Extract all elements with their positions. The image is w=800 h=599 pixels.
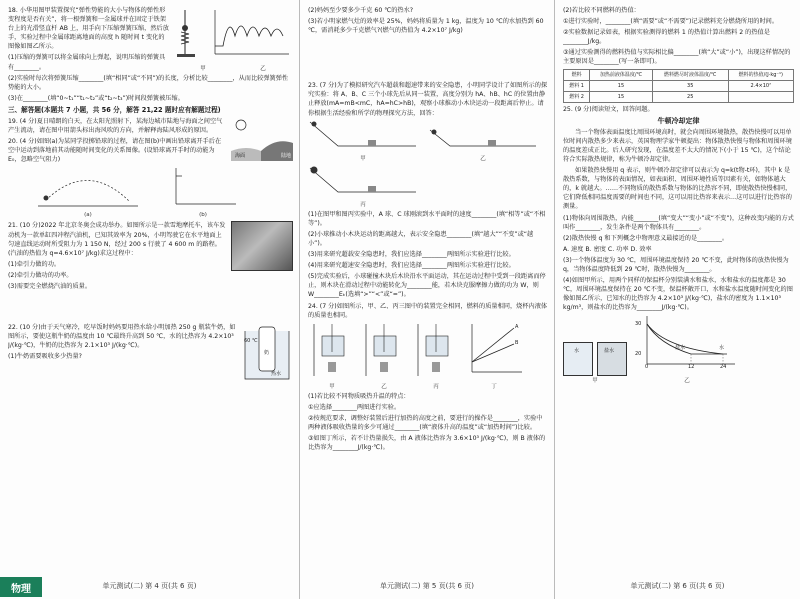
figure-24c-svg: [412, 322, 460, 378]
table-cell: [728, 91, 793, 102]
question-19-text: 19. (4 分)夏日晴朗的白天，在太阳光照射下，某海边城市陆地与海面之间空气产生流动，请在图中用箭头标出海风吹的方向，并解释海陆风形成的原因。: [8, 117, 223, 135]
figure-22-hot-water: 热水: [271, 370, 282, 377]
figure-25b-y1: 20: [635, 351, 642, 358]
figure-19-land-label: 陆地: [280, 152, 291, 159]
page-5-column: [308, 6, 548, 573]
figure-25b-y0: 30: [635, 321, 642, 328]
subject-tab: 物理: [0, 577, 42, 597]
figure-24d-caption: 丁: [491, 383, 497, 390]
question-22-part-1: (1)牛奶需要吸收多少热量?: [8, 353, 82, 361]
article-title: 牛顿冷却定律: [657, 116, 700, 125]
figure-23a-svg: [308, 120, 418, 150]
question-24-part-1b: ②按规范要求，调整好装置后进行加热的高度之前，要进行的操作是________，实验中两种液体吸收热量的多少可通过________(填“液体升高的温度”或“加热时间”)比较。: [308, 414, 543, 431]
question-23-part-4: (4)用来研究超速安全隐患时，我们应选择________两图所示实验进行比较。: [308, 262, 515, 270]
question-25-part-4: (4)如图甲所示，用两个同样的保温杯分别装满水和盐水，水和盐水的温度都是 30 ℃，周围环境温度保持在 20 ℃不变，保温杯敞开口，水和盐水温度随时间变化的图像如图乙所示，已知水的比热容为 4.2×10³ J/(kg·℃)，盐水的密度为 1.1×10³ kg/m³，则盐水的比热容为________J/(kg·℃)。: [563, 277, 793, 312]
table-cell: 燃料 1: [564, 80, 590, 91]
figure-25: [563, 314, 794, 384]
figure-25a-caption: 甲: [592, 378, 598, 385]
snowmobile-photo: [231, 221, 293, 271]
page-4-column: [8, 6, 293, 573]
page-6-column: [563, 6, 794, 573]
question-25-part-3: (3)一个物体温度为 30 ℃，周围环境温度保持 20 ℃不变，此时物体的放热快慢为 q，当物体温度降低到 29 ℃时，散热快慢为________。: [563, 256, 789, 273]
table-row: [564, 91, 794, 102]
question-24-part-1: (1)若比较不同物质吸热升温的特点：: [308, 392, 410, 400]
figure-24a-caption: 甲: [329, 383, 335, 390]
question-25: 25. (9 分)阅读短文，回答问题。: [563, 105, 654, 113]
figure-24d-line-b: B: [515, 339, 519, 346]
table-cell: 15: [590, 91, 653, 102]
fuel-table-header: [564, 69, 794, 80]
figure-25b-line-water: 水: [719, 345, 725, 352]
figure-18: [173, 6, 293, 73]
figure-23b-svg: [428, 120, 538, 150]
question-25-part-2: (2)散热快慢 q 和下列概念中物理意义最接近的是________。: [563, 234, 729, 242]
figure-20a-svg: [38, 166, 138, 208]
page-6: [555, 0, 800, 599]
page-4-footer: 单元测试(二) 第 4 页(共 6 页): [102, 582, 197, 590]
fuel-table: [563, 69, 794, 103]
question-24-part-2c: ③通过实验测得的燃料热值与实际相比偏________(填“大”或“小”)，出现这样情况的主要原因是________(写一条即可)。: [563, 49, 791, 66]
question-24: 24. (7 分)如图所示，甲、乙、丙三图中的装置完全相同，燃料的质量相同，烧杯内液体的质量也相同。: [308, 302, 548, 319]
cup-salt-water: [597, 342, 627, 376]
question-23-part-3: (3)用来研究超载安全隐患时，我们应选择________两图所示实验进行比较。: [308, 251, 515, 259]
figure-19: [231, 117, 293, 161]
fuel-table-header-cell: 燃料的热值/(J·kg⁻¹): [728, 69, 793, 80]
figure-23b-caption: 乙: [480, 155, 486, 162]
table-cell: 35: [652, 80, 728, 91]
figure-22: [241, 323, 293, 381]
figure-24b-caption: 乙: [381, 383, 387, 390]
figure-18-svg: [173, 6, 293, 62]
article-paragraph-1: 当一个物体表面温度比周围环境高时，就会向周围环境散热，散热快慢可以用单位时间内散热多少来表示，英国物理学家牛顿提出：物体散热快慢与物体和周围环境的温度差成正比。后人研究发现，在温度差不太大的情况下(小于 15 ℃)，这个结论符合实际散热规律，称为牛顿冷却定律。: [563, 128, 792, 163]
figure-23a-caption: 甲: [360, 155, 366, 162]
table-row: [564, 80, 794, 91]
question-20: 20. (4 分)如图(a)为某同学投掷铅球的过程，请在图(b)中画出铅球离开手后在空中运动到落地前其动能随时间变化的关系图像。(设铅球离开手时的动能为 E₀，忽略空气阻力): [8, 138, 222, 164]
figure-23c-svg: [308, 166, 418, 196]
figure-25b-line-salt: 盐水: [675, 345, 686, 352]
figure-25b-xtick-1: 12: [688, 364, 695, 371]
figure-24d-chart: [464, 322, 524, 378]
figure-18-caption-a: 甲: [200, 66, 206, 73]
page-4: [0, 0, 300, 599]
page-5-footer: 单元测试(二) 第 5 页(共 6 页): [380, 582, 474, 590]
fuel-table-header-cell: 加热前液体温度/℃: [590, 69, 653, 80]
cup-water: [563, 342, 593, 376]
cup-water-label: 水: [574, 348, 580, 355]
question-21-text: 21. (10 分)2022 年北京冬奥会成功举办。如图所示是一款雪地摩托车，该车发动机为一款单缸四冲程汽油机，已知其效率为 20%，小明驾驶它在水平地面上匀速直线运动时所受阻力为 1 150 N，经过 200 s 行驶了 4 600 m 的路程。(汽油的热值为 q=4.6×10⁷ J/kg)求这过程中：: [8, 222, 226, 257]
fuel-table-header-cell: 燃料燃尽时液体温度/℃: [652, 69, 728, 80]
question-22-text: 22. (10 分)由于天气寒冷，吃早饭时妈妈要用热水给小明加热 250 g 瓶装牛奶，如图所示，要使这瓶牛奶的温度由 10 ℃最终升高到 50 ℃，水的比热容为 4.2×10³ J/(kg·℃)，牛奶的比热容为 2.1×10³ J/(kg·℃)。: [8, 324, 236, 350]
figure-19-sea-label: 海面: [235, 152, 246, 159]
figure-22-temperature: 60 ℃: [244, 338, 258, 345]
question-25-part-1: (1)物体向周围散热，内能________(填“变大”“变小”或“不变”)，这种改变内能的方式叫作________，发生条件是两个物体具有________。: [563, 214, 794, 231]
figure-25b-xtick-2: 24: [720, 364, 727, 371]
question-18-part-2: (2)实验时每次将弹簧压缩________(填“相同”或“不同”)的长度，分析比较________，从而比较弹簧弹性势能的大小。: [8, 74, 289, 91]
figure-24c-caption: 丙: [433, 383, 439, 390]
figure-18-caption-b: 乙: [260, 66, 266, 73]
figure-24d-line-a: A: [515, 323, 519, 330]
question-25-options: A. 速度 B. 密度 C. 功率 D. 效率: [563, 245, 652, 253]
question-18-text: 18. 小华用图甲装置探究“弹性势能的大小与物体的弹性形变程度是否有关”，将一根弹簧和一金属球并在固定于铁架台上的光滑竖直杆 AB 上，用手向下压缩弹簧压缩，然后放手，实验过程中金属球距离地面的高度 h 随时间 t 变化的图像如图乙所示。: [8, 7, 169, 51]
cup-salt-water-label: 盐水: [604, 348, 615, 355]
question-23-part-2: (2)小球推动小木块运动的距离越大，表示安全隐患________(填“越大”“不变”或“越小”)。: [308, 230, 534, 247]
question-24-part-2a: ①进行实验时，________(填“需要”或“不需要”)记录燃料充分燃烧所用的时间。: [563, 18, 779, 26]
question-21-part-3: (3)需要完全燃烧汽油的质量。: [8, 282, 92, 290]
question-23-part-5: (5)完成实验后，小球碰撞木块后木块沿水平面运动，其在运动过程中受到一段距离而停止，则木块在滑动过程中动能转化为________能，若木块克服摩擦力做的功为 W，则 W________Eₖ(选填“>”“<”或“=”)。: [308, 273, 546, 299]
figure-20b-svg: [168, 166, 238, 208]
figure-22-milk: 奶: [264, 350, 270, 357]
figure-20b-caption: (b): [199, 212, 207, 219]
section-3-heading: 三、解答题(本题共 7 小题，共 56 分，解答 21,22 题时应有解题过程): [8, 105, 221, 114]
fuel-table-header-cell: 燃料: [564, 69, 590, 80]
figure-20a-caption: (a): [84, 212, 92, 219]
question-24-part-1a: ①应选择________两图进行实验。: [308, 403, 401, 411]
question-21-part-1: (1)牵引力做的功。: [8, 260, 61, 268]
figure-25b-caption: 乙: [684, 378, 690, 385]
question-24-part-2: (2)若比较不同燃料的热值：: [563, 7, 640, 14]
figure-20: [38, 166, 293, 218]
question-18-part-1: (1)压缩的弹簧可以将金属球向上弹起，说明压缩的弹簧具有________。: [8, 54, 166, 71]
table-cell: 15: [590, 80, 653, 91]
figure-24: [308, 322, 548, 390]
figure-23: [308, 120, 548, 208]
page-6-footer: 单元测试(二) 第 6 页(共 6 页): [630, 582, 725, 590]
question-21-part-2: (2)牵引力做功的功率。: [8, 271, 73, 279]
question-22-part-3: (3)若小明家燃气灶的效率是 25%，妈妈将质量为 1 kg，温度为 10 ℃的水加热到 60 ℃，需消耗多少千克燃气?(燃气的热值为 4.2×10⁷ J/kg): [308, 18, 544, 35]
figure-24b-svg: [360, 322, 408, 378]
question-23: 23. (7 分)为了模拟研究汽车超载和超速带来的安全隐患，小明同学设计了如图所示的探究实验：将 A、B、C 三个小球先后从同一装置，高度分别为 hA、hB、hC 的位置由静止释放(mA=mB<mC，hA=hC>hB)，观察小球推动小木块运动一段距离后停止。请你根据生活经验和所学的物理探究方法，回答：: [308, 82, 548, 117]
figure-23c-caption: 丙: [360, 201, 366, 208]
question-24-part-1c: ③如图丁所示，若不计热量损失，由 A 液体比热容为 3.6×10³ J/(kg·℃)，则 B 液体的比热容为________J/(kg·℃)。: [308, 435, 546, 452]
figure-25b-xtick-0: 0: [645, 364, 649, 371]
table-cell: 2.4×10⁷: [728, 80, 793, 91]
question-21: [8, 221, 293, 257]
table-cell: 燃料 2: [564, 91, 590, 102]
article-paragraph-2: 如果散热快慢用 q 表示，则牛顿冷却定律可以表示为 q=k(t物-t环)，其中 k 是散热系数，与物体的表面情况，如表面积、周围环境性质等因素有关，如物体越大的，k 就越大。……不同物质的散热系数与物体的比热容不同，即使散热快慢相同，它们降低相同温度需要的时间也不同，这可以用比热容来表示…这可以进行比热容的测量。: [563, 167, 792, 211]
question-22-part-2: (2)妈妈至少要多少千克 60 ℃的热水?: [308, 7, 414, 14]
table-cell: 25: [652, 91, 728, 102]
question-24-part-2b: ②实验数据记录如表，根据实验测得的燃料 1 的热值计算出燃料 2 的热值是________J/kg。: [563, 29, 770, 46]
question-18-part-3: (3)在________(填“0~t₁”“t₁~t₂”或“t₂~t₃”)时间段弹簧被压缩。: [8, 94, 184, 102]
page-5: [300, 0, 555, 599]
figure-24a-svg: [308, 322, 356, 378]
question-23-part-1: (1)在图甲和图丙实验中，A 球、C 球刚滚到水平面时的速度________(填“相等”或“不相等”)。: [308, 210, 546, 227]
